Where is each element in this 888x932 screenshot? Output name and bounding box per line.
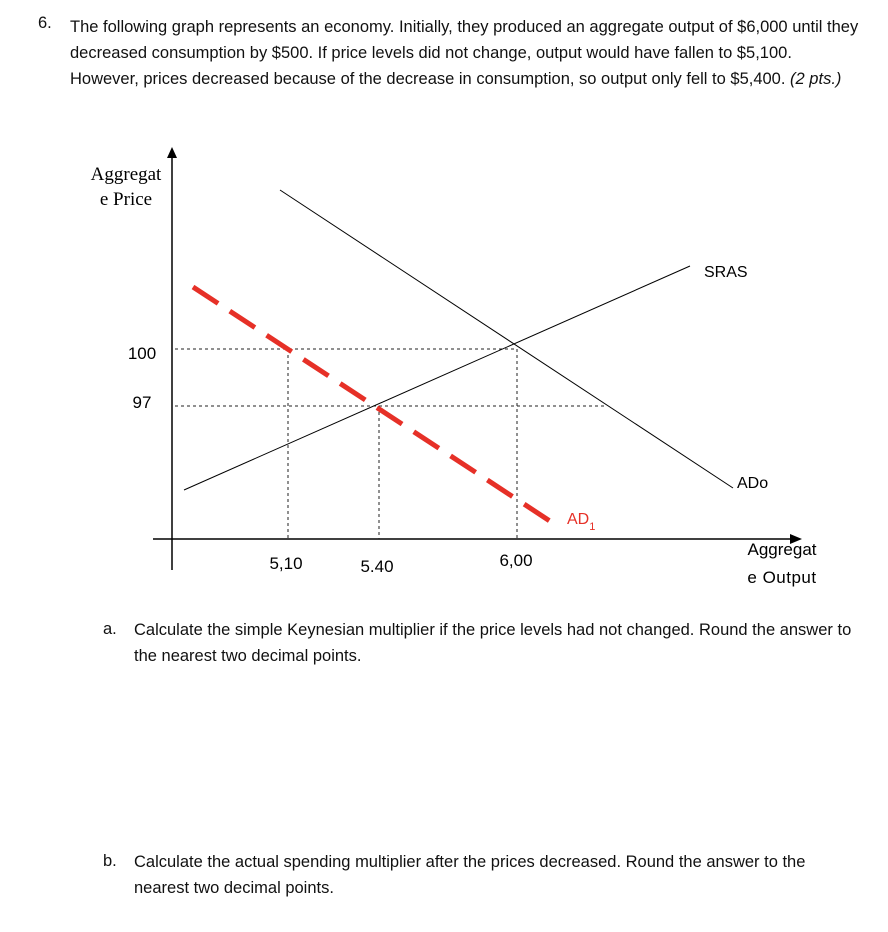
part-a-letter: a. — [103, 620, 117, 638]
y-axis-label-line2: e Price — [99, 189, 153, 210]
y-tick-100: 100 — [127, 344, 157, 363]
question-body: The following graph represents an economy. Initially, they produced an aggregate output of $6,000 until they decreased consumption by $500. If price levels did not change, output would have fallen to $5,100. However, prices decreased because of the decrease in consumption, so output only fell to $5,400. — [70, 18, 859, 88]
x-tick-5100: 5,10 — [269, 554, 303, 573]
ado-curve — [280, 190, 733, 488]
x-tick-5400: 5.40 — [360, 557, 394, 576]
y-axis-arrow — [167, 147, 177, 158]
question-points: (2 pts.) — [790, 70, 842, 88]
y-axis-label-line1: Aggregat — [90, 164, 162, 185]
part-b-letter: b. — [103, 852, 117, 870]
ado-label: ADo — [737, 475, 769, 492]
y-tick-97: 97 — [132, 393, 152, 412]
ad1-label — [567, 511, 595, 533]
sras-label: SRAS — [704, 264, 748, 281]
question-number: 6. — [38, 14, 52, 32]
x-axis-label-line2: e Output — [747, 568, 817, 587]
x-axis-label-line1: Aggregat — [747, 540, 817, 559]
part-a-text: Calculate the simple Keynesian multiplier if the price levels had not changed. Round the answer to the nearest two decimal points. — [134, 621, 852, 665]
ad1-label-text: AD — [567, 511, 590, 528]
ad1-curve — [193, 287, 559, 527]
sras-curve — [184, 266, 690, 490]
part-b-text: Calculate the actual spending multiplier after the prices decreased. Round the answer to the nearest two decimal points. — [134, 853, 806, 897]
ad1-label-subscript: 1 — [589, 521, 596, 533]
x-tick-6000: 6,00 — [499, 551, 533, 570]
